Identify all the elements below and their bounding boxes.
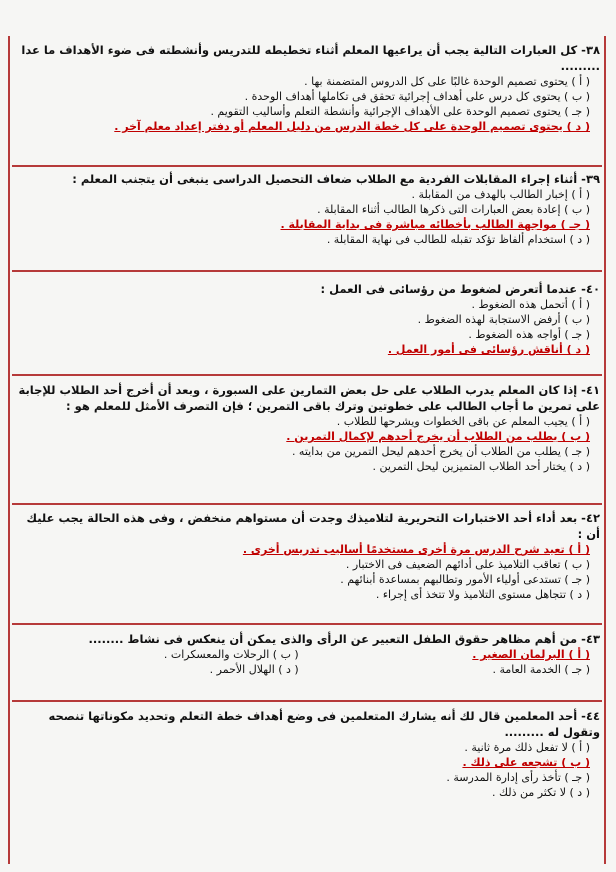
option-c: ( جـ ) أواجه هذه الضغوط . (468, 328, 590, 341)
question-43 (14, 631, 600, 677)
option-b: ( ب ) إعادة بعض العبارات التى ذكرها الطالب أثناء المقابلة . (317, 203, 590, 216)
separator (12, 700, 602, 702)
question-title: ٣٩- أثناء إجراء المقابلات الفردية مع الطلاب ضعاف التحصيل الدراسى ينبغى أن يتجنب المعلم : (72, 172, 600, 186)
option-c-answer: ( جـ ) مواجهة الطالب بأخطائه مباشرة فى بداية المقابلة . (280, 218, 590, 231)
option-b-answer: ( ب ) يطلب من الطلاب أن يخرج أحدهم لإكمال التمرين . (286, 430, 590, 443)
option-b: ( ب ) تعاقب التلاميذ على أدائهم الضعيف فى الاختبار . (345, 558, 590, 571)
option-a-answer: ( أ ) البرلمان الصغير . (472, 648, 590, 661)
option-a: ( أ ) أتحمل هذه الضغوط . (471, 298, 590, 311)
option-d: ( د ) تتجاهل مستوى التلاميذ ولا تتخذ أى إجراء . (375, 588, 590, 601)
option-b: ( ب ) أرفض الاستجابة لهذه الضغوط . (417, 313, 590, 326)
separator (12, 270, 602, 272)
option-d: ( د ) استخدام ألفاظ تؤكد تقبله للطالب فى نهاية المقابلة . (326, 233, 590, 246)
question-44 (14, 708, 600, 800)
option-c: ( جـ ) تستدعى أولياء الأمور وتطالبهم بمساعدة أبنائهم . (340, 573, 590, 586)
separator (12, 503, 602, 505)
option-a: ( أ ) لا تفعل ذلك مرة ثانية . (464, 741, 590, 754)
option-a: ( أ ) يجيب المعلم عن باقى الخطوات ويشرحها للطلاب . (336, 415, 590, 428)
question-title: ٣٨- كل العبارات التالية يجب أن يراعيها المعلم أثناء تخطيطه للتدريس وأنشطته فى ضوء الأهداف ما عدا ......... (21, 43, 600, 73)
option-b: ( ب ) الرحلات والمعسكرات . (163, 648, 299, 661)
separator (12, 374, 602, 376)
option-d: ( د ) لا تكثر من ذلك . (491, 786, 590, 799)
options-row (14, 662, 600, 677)
option-a: ( أ ) يحتوى تصميم الوحدة غالبًا على كل الدروس المتضمنة بها . (304, 75, 590, 88)
option-d: ( د ) الهلال الأحمر . (209, 663, 299, 676)
option-d: ( د ) يختار أحد الطلاب المتميزين ليحل التمرين . (372, 460, 590, 473)
question-title: ٤٤- أحد المعلمين قال لك أنه يشارك المتعلمين فى وضع أهداف خطة التعلم وتحديد مكوناتها تنصحه وتقول له ......... (48, 709, 600, 739)
question-39 (14, 171, 600, 247)
options-row (14, 647, 600, 662)
option-a: ( أ ) إخبار الطالب بالهدف من المقابلة . (411, 188, 590, 201)
option-c: ( جـ ) يحتوى تصميم الوحدة على الأهداف الإجرائية وأنشطة التعلم وأساليب التقويم . (210, 105, 590, 118)
question-title: ٤١- إذا كان المعلم يدرب الطلاب على حل بعض التمارين على السبورة ، وبعد أن أخرج أحد الطلاب للإجابة على تمرين ما أجاب الطالب على خطوتين وترك باقى التمرين ؛ فإن التصرف الأمثل للمعلم هو : (18, 383, 600, 413)
option-c: ( جـ ) الخدمة العامة . (492, 663, 590, 676)
option-b-answer: ( ب ) تشجعه على ذلك . (462, 756, 590, 769)
question-42 (14, 510, 600, 602)
option-a-answer: ( أ ) تعيد شرح الدرس مرة أخرى مستخدمًا أساليب تدريس أخرى . (242, 543, 590, 556)
separator (12, 165, 602, 167)
separator (12, 623, 602, 625)
question-38 (14, 42, 600, 134)
question-40 (14, 281, 600, 357)
option-d-answer: ( د ) أناقش رؤسائى فى أمور العمل . (387, 343, 590, 356)
question-title: ٤٢- بعد أداء أحد الاختبارات التحريرية لتلاميذك وجدت أن مستواهم منخفض ، وفى هذه الحالة يجب عليك أن : (26, 511, 600, 541)
question-41 (14, 382, 600, 474)
question-title: ٤٣- من أهم مظاهر حقوق الطفل التعبير عن الرأى والذى يمكن أن ينعكس فى نشاط ........ (88, 632, 600, 646)
question-title: ٤٠- عندما أتعرض لضغوط من رؤسائى فى العمل : (320, 282, 600, 296)
option-b: ( ب ) يحتوى كل درس على أهداف إجرائية تحقق فى تكاملها أهداف الوحدة . (244, 90, 590, 103)
option-c: ( جـ ) تأخذ رأى إدارة المدرسة . (446, 771, 590, 784)
option-d-answer: ( د ) يحتوى تصميم الوحدة على كل خطة الدرس من دليل المعلم أو دفتر إعداد معلم آخر . (114, 120, 590, 133)
option-c: ( جـ ) يطلب من الطلاب أن يخرج أحدهم ليحل التمرين من بدايته . (291, 445, 590, 458)
